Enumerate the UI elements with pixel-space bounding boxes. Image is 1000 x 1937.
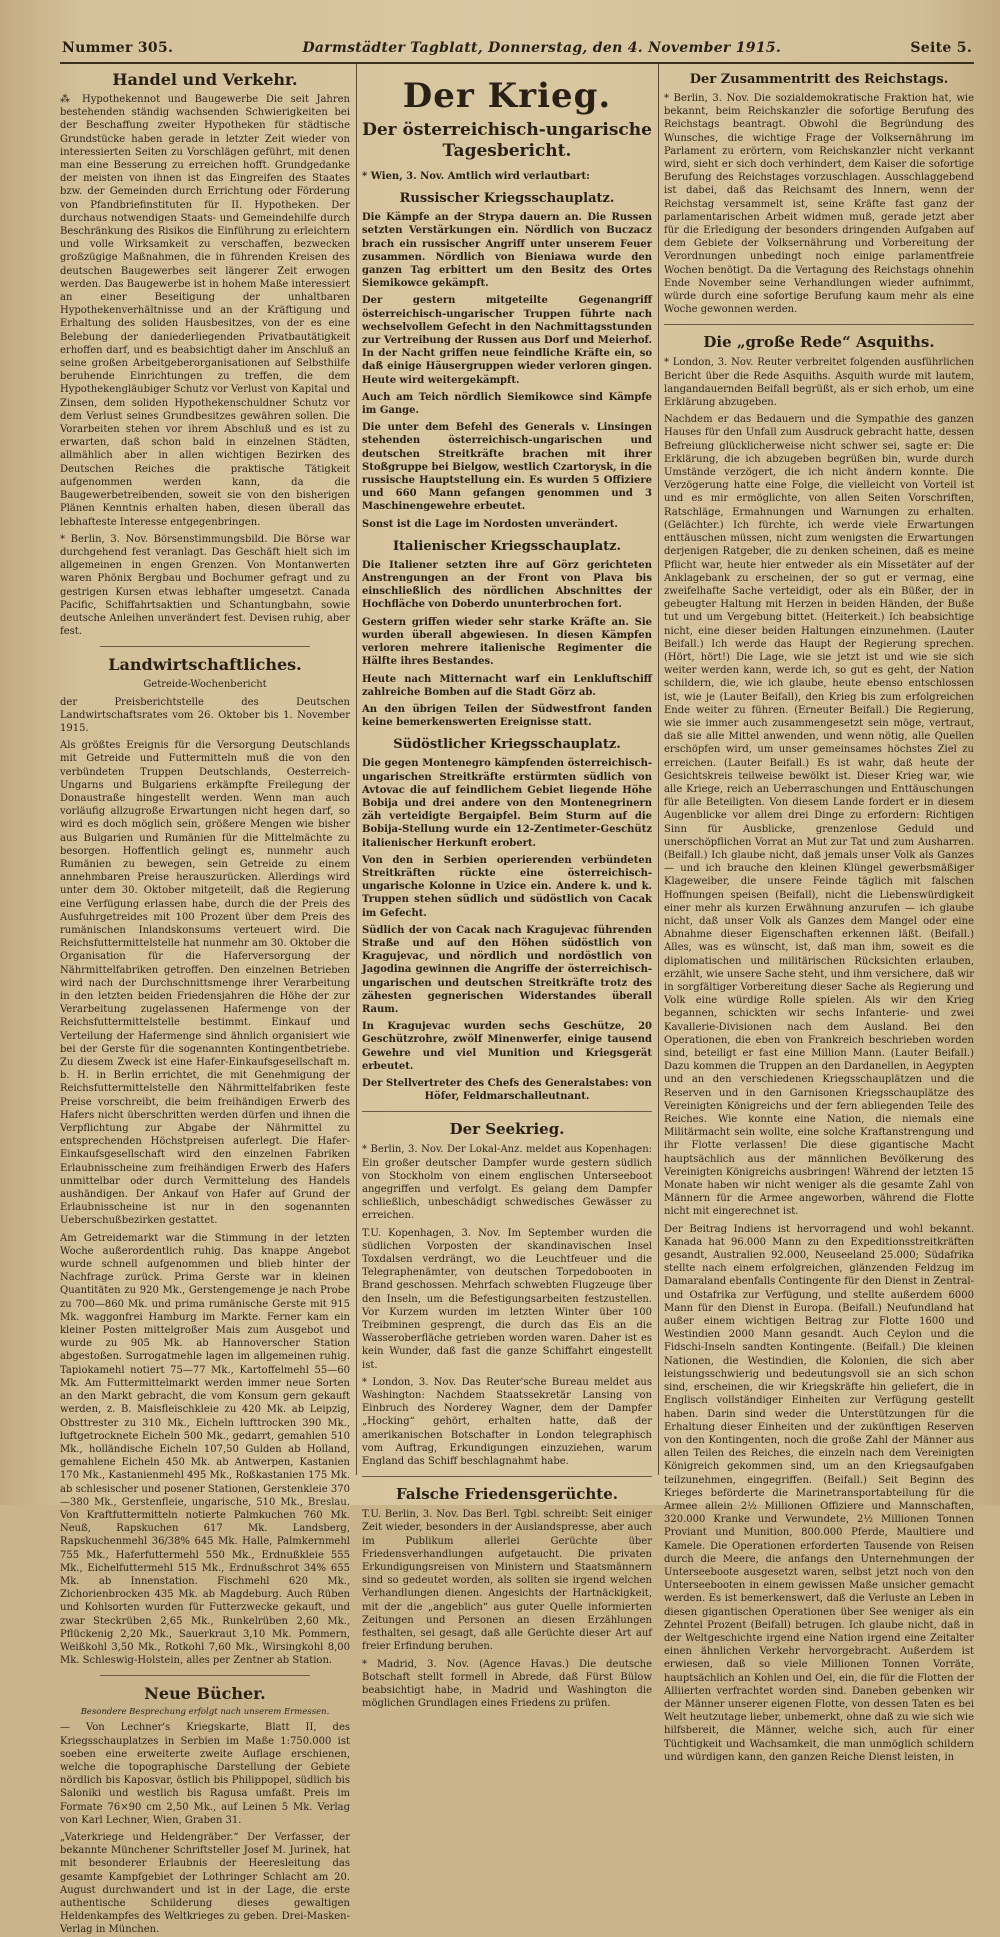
newspaper-title-date: Darmstädter Tagblatt, Donnerstag, den 4. November 1915. (302, 40, 782, 56)
article-paragraph: In Kragujevac wurden sechs Geschütze, 20 Geschützrohre, zwölf Minenwerfer, einige tausend Gewehre und viel Munition und Kriegsgerät erbeutet. (362, 1021, 652, 1072)
section-heading: Der Zusammentritt des Reichstags. (689, 72, 949, 87)
article-paragraph: Nachdem er das Bedauern und die Sympathie des ganzen Hauses für den Unfall zum Ausdruck gebracht hatte, dessen Befreiung glücklicherweise nicht schwer sei, sagte er: Die Erklärung, die ich abzugeben begrüßen bin, wurde durch Umstände verzögert, die ich nicht ändern konnte. Die Verzögerung hatte eine Folge, die vielleicht von Vorteil ist und es mir ermöglichte, von allen Seiten Vorschriften, Ratschläge, Ermahnungen und Warnungen zu erhalten. (Gelächter.) Ich fürchte, ich werde viele Erwartungen enttäuschen müssen, nicht zum wenigsten die Erwartungen derjenigen Ratgeber, die zu denken scheinen, daß es meine Pflicht war, heute hier entweder als ein Missetäter auf der Anklagebank zu erscheinen, der so gut er vermag, eine zweifelhafte Sache verteidigt, oder als ein Büßer, der in gebeugter Haltung mit Herzen in beiden Händen, der Buße tut und um Vergebung bittet. (Heiterkeit.) Ich beabsichtige nicht, eine dieser beiden Haltungen einzunehmen. (Lauter Beifall.) Ich werde das Haupt der Regierung sprechen. (Hört, hört!) Die Lage, wie sie jetzt ist und wie sie sich weiter werden kann, werde ich, so gut es geht, der Nation schildern, die, wie ich glaube, heute ebenso entschlossen ist, wie je (Lauter Beifall), den Krieg bis zum erfolgreichen Ende weiter zu führen. (Erneuter Beifall.) Die Regierung, wie sie immer auch zusammengesetzt sein möge, vertraut, daß sie alle Mittel anwenden, und wenn nötig, alle Quellen erschöpfen wird, um unser gemeinsames höchstes Ziel zu erreichen. (Lauter Beifall.) Es ist wahr, daß heute der Gesichtskreis teilweise bewölkt ist. Dieser Krieg war, wie alle Kriege, reich an Ueberraschungen und Enttäuschungen für alle Beteiligten. Von diesem Lande fordert er in diesem Augenblicke vor allem drei Dinge zu erfordern: Richtigen Sinn für Ausblicke, grenzenlose Geduld und unerschöpflichen Vorrat an Mut zur Tat und zum Ausharren. (Beifall.) Ich glaube nicht, daß jemals unser Volk als Ganzes — und ich brauche den kleinen Klüngel gewerbsmäßiger Klageweiber, die unsere Feinde täglich mit falschen Hoffnungen speisen (Beifall), nicht die Liebenswürdigkeit einer mehr als kurzen Erwähnung anzurufen — ich glaube nicht, daß unser Volk als Ganzes dem Mangel oder eine Abnahme dieser Eigenschaften erkennen läßt. (Beifall.) Alles, was es wünscht, ist, daß man ihm, soweit es die diplomatischen und militärischen Rücksichten erlauben, erzählt, wie unsere Sache steht, und ihm versichere, daß wir in sorgfältiger Vorbereitung dieser Sache als Regierung und Volk eine würdige Rolle spielen. Als wir den Krieg begannen, schickten wir sechs Infanterie- und zwei Kavallerie-Divisionen nach dem Ausland. Bei den Operationen, die eben von Frankreich beschrieben worden sind, beteiligt er fast eine Million Mann. (Lauter Beifall.) Dazu kommen die Truppen an den Dardanellen, in Aegypten und an den verschiedenen Kriegsschauplätzen und die Reserven und in den Garnisonen Kriegsschauplätze des Vereinigten Königreichs und der fern abliegenden Teile des Reiches. Wie konnte eine Nation, die niemals eine Militärmacht sein wollte, eine solche Kraftanstrengung und ihr Flotte verlassen! Die diese gigantische Macht hauptsächlich aus der männlichen Bevölkerung des Vereinigten Königreichs ausbringen! Während der letzten 15 Monate haben wir nicht weniger als die gesamte Zahl von Männern für die Armee angeworben, während die Flotte nicht mit eingerechnet ist. (664, 414, 974, 1218)
section-heading: Russischer Kriegsschauplatz. (399, 191, 615, 207)
column-right (664, 64, 974, 1763)
article-paragraph: der Preisberichtstelle des Deutschen Landwirtschaftsrates vom 26. Oktober bis 1. November 1915. (60, 696, 350, 734)
issue-number: Nummer 305. (62, 40, 174, 56)
main-subheadline: Der österreichisch-ungarische Tagesbericht. (362, 120, 652, 161)
page-number: Seite 5. (910, 40, 972, 56)
article-paragraph: * Madrid, 3. Nov. (Agence Havas.) Die deutsche Botschaft stellt formell in Abrede, daß Fürst Bülow beabsichtigt habe, in Madrid und Washington die möglichen Grundlagen eines Friedens zu prüfen. (362, 1658, 652, 1710)
divider (100, 646, 310, 647)
article-paragraph: Die Italiener setzten ihre auf Görz gerichteten Anstrengungen an der Front von Plava bis einschließlich des nördlichen Abschnittes der Hochfläche von Doberdo ununterbrochen fort. (362, 559, 652, 611)
article-paragraph: * London, 3. Nov. Das Reuter'sche Bureau meldet aus Washington: Nachdem Staatssekretär Lansing von Einbruch des Norderey Wagner, dem der Dampfer „Hocking“ gehört, erhalten hatte, daß der amerikanischen Botschafter in London telegraphisch vom Auftrag, Erkundigungen einzuziehen, warum England das Schiff beschlagnahmt habe. (362, 1376, 652, 1468)
article-paragraph: Der gestern mitgeteilte Gegenangriff österreichisch-ungarischer Truppen führte nach wechselvollem Gefecht in den Nachmittagsstunden zur Vertreibung der Russen aus Dorf und Meierhof. In der Nacht griffen neue feindliche Kräfte ein, so daß einige Häusergruppen wieder verloren gingen. Heute wird weitergekämpft. (362, 295, 652, 386)
subheading: Getreide-Wochenbericht (143, 679, 267, 691)
article-paragraph: Als größtes Ereignis für die Versorgung Deutschlands mit Getreide und Futtermitteln muß die von den verbündeten Truppen Deutschlands, Oesterreich-Ungarns und Bulgariens erkämpfte Freilegung der Donaustraße hingestellt werden. Wenn man auch vorläufig allzugroße Erwartungen nicht hegen darf, so wird es doch möglich sein, größere Mengen wie bisher aus Bulgarien und Rumänien für die Mittelmächte zu besorgen. Hoffentlich gelingt es, nunmehr auch Rumänien zu bewegen, sein Getreide zu einem annehmbaren Preise herauszurücken. Allerdings wird unter dem 30. Oktober mitgeteilt, daß die Regierung eine Verfügung erlassen habe, durch die der Preis des Ausfuhrgetreides mit 100 Prozent über dem Preis des rumänischen Inlandskonsums verteuert wird. Die Reichsfuttermittelstelle hat nunmehr am 30. Oktober die Organisation für die Haferversorgung der Nährmittelfabriken getroffen. Den einzelnen Betrieben wird nach der Durchschnittsmenge ihrer Verarbeitung in den letzten beiden Friedensjahren die Höhe der zur Verarbeitung zugelassenen Hafermenge von der Reichsfuttermittelstelle bestimmt. Einkauf und Verteilung der Hafermenge sind ähnlich organisiert wie bei der Gerste für die sogenannten Kontingentbetriebe. Zu diesem Zweck ist eine Hafer-Einkaufsgesellschaft m. b. H. in Berlin errichtet, die mit Genehmigung der Reichsfuttermittelstelle den Nährmittelfabriken feste Preise vorschreibt, die beim freihändigen Erwerb des Hafers nicht überschritten werden dürfen und ihnen die Verpflichtung zur Abgabe der Nährmittel zu entsprechenden Höchstpreisen auferlegt. Die Hafer-Einkaufsgesellschaft wird den einzelnen Fabriken Erlaubnisscheine zum freihändigen Erwerb des Hafers unmittelbar oder durch Vermittelung des Handels aushändigen. Der Ankauf von Hafer auf Grund der Erlaubnisscheine ist nur in den sogenannten Ueberschußbezirken gestattet. (60, 740, 350, 1227)
article-paragraph: * London, 3. Nov. Reuter verbreitet folgenden ausführlichen Bericht über die Rede Asquiths. Asquith wurde mit lautem, langandauernden Beifall begrüßt, als er sich erhob, um eine Erklärung abzugeben. (664, 357, 974, 409)
article-paragraph: Sonst ist die Lage im Nordosten unverändert. (362, 518, 618, 530)
signature-line: Der Stellvertreter des Chefs des Generalstabes: von Höfer, Feldmarschalleutnant. (362, 1077, 652, 1103)
article-paragraph: * Berlin, 3. Nov. Börsenstimmungsbild. Die Börse war durchgehend fest veranlagt. Das Geschäft hielt sich im allgemeinen in engen Grenzen. Von Montanwerten waren Phönix Bergbau und Bochumer gefragt und zu gestrigen Kursen etwas lebhafter umgesetzt. Canada Pacific, Schiffahrtsaktien und Schantungbahn, sowie deutsche Anleihen unverändert fest. Devisen ruhig, aber fest. (60, 533, 350, 638)
divider (362, 1476, 652, 1477)
article-paragraph: „Vaterkriege und Heldengräber.“ Der Verfasser, der bekannte Münchener Schriftsteller Josef M. Jurinek, hat mit besonderer Erlaubnis der Heeresleitung das gesamte Kampfgebiet der Lothringer Schlacht am 20. August durchwandert und ist in der Lage, die erste authentische Schilderung dieses gewaltigen Heldenkampfes des Weltkrieges zu geben. Drei-Masken-Verlag in München. (60, 1831, 350, 1936)
divider (362, 1111, 652, 1112)
article-paragraph: ⁂ Hypothekennot und Baugewerbe Die seit Jahren bestehenden ständig wachsenden Schwierigkeiten bei der Beschaffung zweiter Hypotheken für städtische Grundstücke haben gerade in letzter Zeit wieder von interessierten Seiten zu Vorschlägen geführt, mit denen man eine Besserung zu erreichen hofft. Grundgedanke der meisten von ihnen ist das Eingreifen des Staates bzw. der Gemeinden durch Errichtung oder Förderung von Pfandbriefinstituten für II. Hypotheken. Der durchaus notwendigen Staats- und Gemeindehilfe durch Beschränkung des Risikos die Einführung zu erleichtern und volle Wirksamkeit zu verschaffen, bezwecken großzügige Maßnahmen, die in führenden Kreisen des deutschen Baugewerbes seit längerer Zeit erwogen werden. Das Baugewerbe ist in hohem Maße interessiert an einer Beseitigung der unhaltbaren Hypothekenverhältnisse und an der Kräftigung und Erhaltung des soliden Hausbesitzes, von der es eine Belebung der daniederliegenden Privatbautätigkeit erhoffen darf, und es beabsichtigt daher im Anschluß an seine großen Arbeitgeberorganisationen auf Selbsthilfe beruhende Einrichtungen zu treffen, die dem Hypothekengläubiger Schutz vor Verlust von Kapital und Zinsen, dem soliden Hypothekenschuldner Schutz vor dem Verlust seines Grundbesitzes gewähren sollen. Die Vorarbeiten stehen vor ihrem Abschluß und es ist zu erwarten, daß schon bald in einzelnen Städten, allmählich aber in allen wichtigen Bezirken des Deutschen Reiches die praktische Tätigkeit aufgenommen werden kann, da die Baugewerbetreibenden, soweit sie von den bisherigen Plänen Kenntnis erhalten haben, diesen überall das lebhafteste Interesse entgegenbringen. (60, 94, 350, 528)
article-paragraph: Südlich der von Cacak nach Kragujevac führenden Straße und auf den Höhen südöstlich von Kragujevac, und nördlich und nordöstlich von Jagodina gewinnen die Angriffe der österreichisch-ungarischen und deutschen Streitkräfte trotz des zähesten gegnerischen Widerstandes überall Raum. (362, 924, 652, 1015)
section-heading: Falsche Friedensgerüchte. (396, 1485, 618, 1504)
article-paragraph: Die Kämpfe an der Strypa dauern an. Die Russen setzten Verstärkungen ein. Nördlich von Buczacz brach ein russischer Angriff unter unserem Feuer zusammen. Nördlich von Bieniawa wurde den ganzen Tag erbittert um den Besitz des Ortes Siemikowce gekämpft. (362, 212, 652, 290)
article-paragraph: Heute nach Mitternacht warf ein Lenkluftschiff zahlreiche Bomben auf die Stadt Görz ab. (362, 673, 652, 698)
article-paragraph: Die gegen Montenegro kämpfenden österreichisch-ungarischen Streitkräfte erstürmten südlich von Avtovac die auf feindlichem Gebiet liegende Höhe Bobija und drei andere von den Montenegrinern zäh verteidigte Bergaipfel. Beim Sturm auf die Bobija-Stellung wurde ein 12-Zentimeter-Geschütz italienischer Herkunft erobert. (362, 758, 652, 849)
main-headline: Der Krieg. (402, 76, 612, 116)
section-heading: Handel und Verkehr. (112, 70, 298, 89)
article-paragraph: An den übrigen Teilen der Südwestfront fanden keine bemerkenswerten Ereignisse statt. (362, 703, 652, 729)
section-heading: Der Seekrieg. (449, 1120, 565, 1139)
article-paragraph: * Berlin, 3. Nov. Die sozialdemokratische Fraktion hat, wie bekannt, beim Reichskanzler die sofortige Berufung des Reichstags beantragt. Obwohl die Begründung des Wunsches, die wichtige Frage der Volksernährung im Parlament zu erörtern, vom Reichskanzler nicht verkannt wird, sieht er sich doch verhindert, dem Kaiser die sofortige Berufung des Reichstages vorzuschlagen. Ausschlaggebend ist dabei, daß das Reichsamt des Innern, wenn der Reichstag versammelt ist, seine Kräfte fast ganz der parlamentarischen Arbeit widmen muß, gerade jetzt aber für die Erledigung der besonders dringenden Aufgaben auf dem Gebiete der Volksernährung und Vorbereitung der Verordnungen unbedingt noch einige parlamentfreie Wochen benötigt. Da die Vertagung des Reichstags ohnehin Ende November seine Verhandlungen wieder aufnimmt, würde durch eine sofortige Berufung kaum mehr als eine Woche gewonnen werden. (664, 93, 974, 316)
article-paragraph: Gestern griffen wieder sehr starke Kräfte an. Sie wurden überall abgewiesen. In diesen Kämpfen verloren mehrere italienische Regimenter die Hälfte ihres Bestandes. (362, 616, 652, 668)
dateline: * Wien, 3. Nov. Amtlich wird verlautbart: (362, 171, 590, 182)
section-heading: Landwirtschaftliches. (108, 655, 302, 675)
section-heading: Die „große Rede“ Asquiths. (703, 333, 935, 352)
article-paragraph: Die unter dem Befehl des Generals v. Linsingen stehenden österreichisch-ungarischen und deutschen Streitkräfte brachen mit ihrer Stoßgruppe bei Bielgow, westlich Czartorysk, in die russische Hauptstellung ein. Es wurden 5 Offiziere und 660 Mann gefangen genommen und 3 Maschinengewehre erbeutet. (362, 422, 652, 513)
column-rule (658, 64, 659, 1475)
column-middle (362, 64, 652, 1710)
section-heading: Südöstlicher Kriegsschauplatz. (393, 737, 621, 753)
article-paragraph: T.U. Berlin, 3. Nov. Das Berl. Tgbl. schreibt: Seit einiger Zeit wieder, besonders in der Auslandspresse, aber auch im Publikum allerlei Gerüchte über Friedensverhandlungen aufgetaucht. Die privaten Erkundigungsreisen von Ministern und Staatsmännern sind so gedeutet worden, als sollten sie irgend welchen Verhandlungen dienen. Angesichts der Hartnäckigkeit, mit der die „angeblich“ aus guter Quelle informierten Zeitungen und Personen an diesen Erzählungen festhalten, sei gesagt, daß alle Gerüchte dieser Art auf freier Erfindung beruhen. (362, 1509, 652, 1653)
masthead (62, 40, 972, 62)
article-paragraph: T.U. Kopenhagen, 3. Nov. Im September wurden die südlichen Vorposten der skandinavischen Insel Toxdalsen verdrängt, wo die Leuchtfeuer und die Telegraphenämter, von deutschen Torpedobooten in Brand geschossen. Mehrfach schwebten Flugzeuge über den Inseln, um die Befestigungsarbeiten festzustellen. Vor Kurzem wurden im letzten Winter über 100 Treibminen gesprengt, die durch das Eis an die Wasseroberfläche getrieben worden waren. Daher ist es kein Wunder, daß fast die ganze Schiffahrt eingestellt ist. (362, 1227, 652, 1371)
article-paragraph: Der Beitrag Indiens ist hervorragend und wohl bekannt. Kanada hat 96.000 Mann zu den Expeditionsstreitkräften gesandt, Australien 92.000, Neuseeland 25.000; Südafrika stellte nach einem erfolgreichen, glänzenden Feldzug im Damaraland ebenfalls Contingente für den Dienst in Zentral- und Ostafrika zur Verfügung, und stellte außerdem 6000 Mann für den Dienst in Europa. (Beifall.) Neufundland hat außer einem wichtigen Beitrag zur Flotte 1600 und Westindien 2000 Mann gesandt. Auch Ceylon und die Fidschi-Inseln sandten Kontingente. (Beifall.) Die kleinen Nationen, die Westindien, die Kolonien, die sich aber leistungsschwierig und bedeutungsvoll sie an sich schon sind, erscheinen, die wir Kriegskräfte hin geliefert, die in Englisch vollständiger Einheiten zur Verfügung gestellt haben. Darin sind weder die Unterstützungen für die Erhaltung dieser Einheiten und der zukünftigen Reserven von den Kontingenten, noch die große Zahl der Männer aus allen Teilen des Reiches, die einzeln nach dem Vereinigten Königreich gekommen sind, um an den Kriegsaufgaben teilzunehmen, eingegriffen. (Beifall.) Seit Beginn des Krieges beförderte die Marinetransportabteilung für die Armee allein 2½ Millionen Offiziere und Mannschaften, 320.000 Kranke und Verwundete, 2½ Millionen Tonnen Proviant und Munition, 800.000 Pferde, Maultiere und Kamele. Die Operationen erforderten Tausende von Reisen durch die Meere, die anfangs den Unternehmungen der Unterseeboote ausgesetzt waren, selbst jetzt noch von den Unterseebooten in einem gewissen Maße unsicher gemacht werden. Es ist bemerkenswert, daß die Verluste an Leben in diesen gigantischen Operationen über See weniger als ein Zehntel Prozent (Beifall) betrugen. Ich glaube nicht, daß in der Weltgeschichte irgend eine Nation irgend eine Zeitalter einen ähnlichen Verkehr hervorgebracht. Außerdem ist erwiesen, daß so viele Millionen Tonnen Vorräte, hauptsächlich an Kohlen und Oel, ein, die für die Flotten der Alliierten verfrachtet worden sind. Daneben gebenken wir der Männer unserer eigenen Flotte, von dessen Taten es bei Welt heutzutage lieber, unbemerkt, ohne daß zu wie sich wie hilfsbereit, die Männer, welche sich, auch für einer Tüchtigkeit und Wachsamkeit, die man unmöglich schildern und würdigen kann, den ganzen Reiche Dienst leisten, in (664, 1223, 974, 1763)
article-paragraph: * Berlin, 3. Nov. Der Lokal-Anz. meldet aus Kopenhagen: Ein großer deutscher Dampfer wurde gestern südlich von Stockholm von einem englischen Unterseeboot angegriffen und verfolgt. Es gelang dem Dampfer schließlich, unbeschädigt schwedisches Gewässer zu erreichen. (362, 1144, 652, 1222)
article-paragraph: — Von Lechner's Kriegskarte, Blatt II, des Kriegsschauplatzes in Serbien im Maße 1:750.000 ist soeben eine erweiterte zweite Auflage erschienen, welche die topographische Darstellung der Gebiete nördlich bis Kaposvar, östlich bis Philippopel, südlich bis Saloniki und westlich bis Ragusa umfaßt. Preis im Formate 76×90 cm 2,50 Mk., auf Leinen 5 Mk. Verlag von Karl Lechner, Wien, Graben 31. (60, 1722, 350, 1826)
section-heading: Italienischer Kriegsschauplatz. (392, 538, 622, 554)
section-heading: Neue Bücher. (144, 1684, 266, 1704)
article-paragraph: Am Getreidemarkt war die Stimmung in der letzten Woche außerordentlich ruhig. Das knappe Angebot wurde schnell aufgenommen und blieb hinter der Nachfrage zurück. Prima Gerste war in kleinen Quantitäten zu 920 Mk., Gerstengemenge je nach Probe zu 700—860 Mk. und prima rumänische Gerste mit 915 Mk. waggonfrei Hamburg im Markte. Ferner kam ein kleiner Posten mittelgroßer Mais zum Ausgebot und wurde zu 905 Mk. ab Hannoverscher Station abgestoßen. Surrogatmehle lagen im allgemeinen ruhig. Tapiokamehl notiert 75—77 Mk., Kartoffelmehl 55—60 Mk. Am Futtermittelmarkt werden immer neue Sorten an den Markt gebracht, die vom Konsum gern gekauft werden, z. B. Maisfleischkleie zu 420 Mk. ab Leipzig, Obsttrester zu 310 Mk., Eicheln lufttrocken 390 Mk., luftgetrocknete Eicheln 500 Mk., gedarrt, gemahlen 510 Mk., holländische Eicheln 107,50 Gulden ab Holland, gemahlene Eicheln 450 Mk. ab Antwerpen, Kastanien 170 Mk., Kastanienmehl 495 Mk., Roßkastanien 175 Mk. ab schlesischer und posener Stationen, Gerstenkleie 370—380 Mk., Gerstenfleie, ungarische, 510 Mk., Breslau. Von Kraftfuttermitteln notierte Palmkuchen 760 Mk. Neuß, Rapskuchen 617 Mk. Landsberg, Rapskuchenmehl 36/38% 645 Mk. Halle, Palmkernmehl 755 Mk., Haferfuttermehl 550 Mk., Erdnußkleie 555 Mk., Eichelfuttermehl 515 Mk., Erdnußschrot 34% 655 Mk. ab Innenstation. Fischmehl 620 Mk., Zichorienbrocken 435 Mk. ab Magdeburg. Auch Rüben und Kohlsorten wurden für Futterzwecke gekauft, und zwar Steckrüben 2,65 Mk., Runkelrüben 2,60 Mk., Pflückenig 2,20 Mk., Sauerkraut 3,10 Mk. Pommern, Weißkohl 3,50 Mk., Rotkohl 7,60 Mk., Wirsingkohl 8,00 Mk. Schleswig-Holstein, alles per Zentner ab Station. (60, 1232, 350, 1667)
divider (100, 1675, 310, 1676)
article-paragraph: Auch am Teich nördlich Siemikowce sind Kämpfe im Gange. (362, 391, 652, 417)
column-left (60, 64, 350, 1936)
editorial-note: Besondere Besprechung erfolgt nach unserem Ermessen. (80, 1707, 330, 1718)
column-rule (356, 64, 357, 1475)
article-paragraph: Von den in Serbien operierenden verbündeten Streitkräften rückte eine österreichisch-ungarische Kolonne in Uzice ein. Andere k. und k. Truppen stehen südlich und südöstlich von Cacak im Gefecht. (362, 854, 652, 919)
divider (664, 324, 974, 325)
